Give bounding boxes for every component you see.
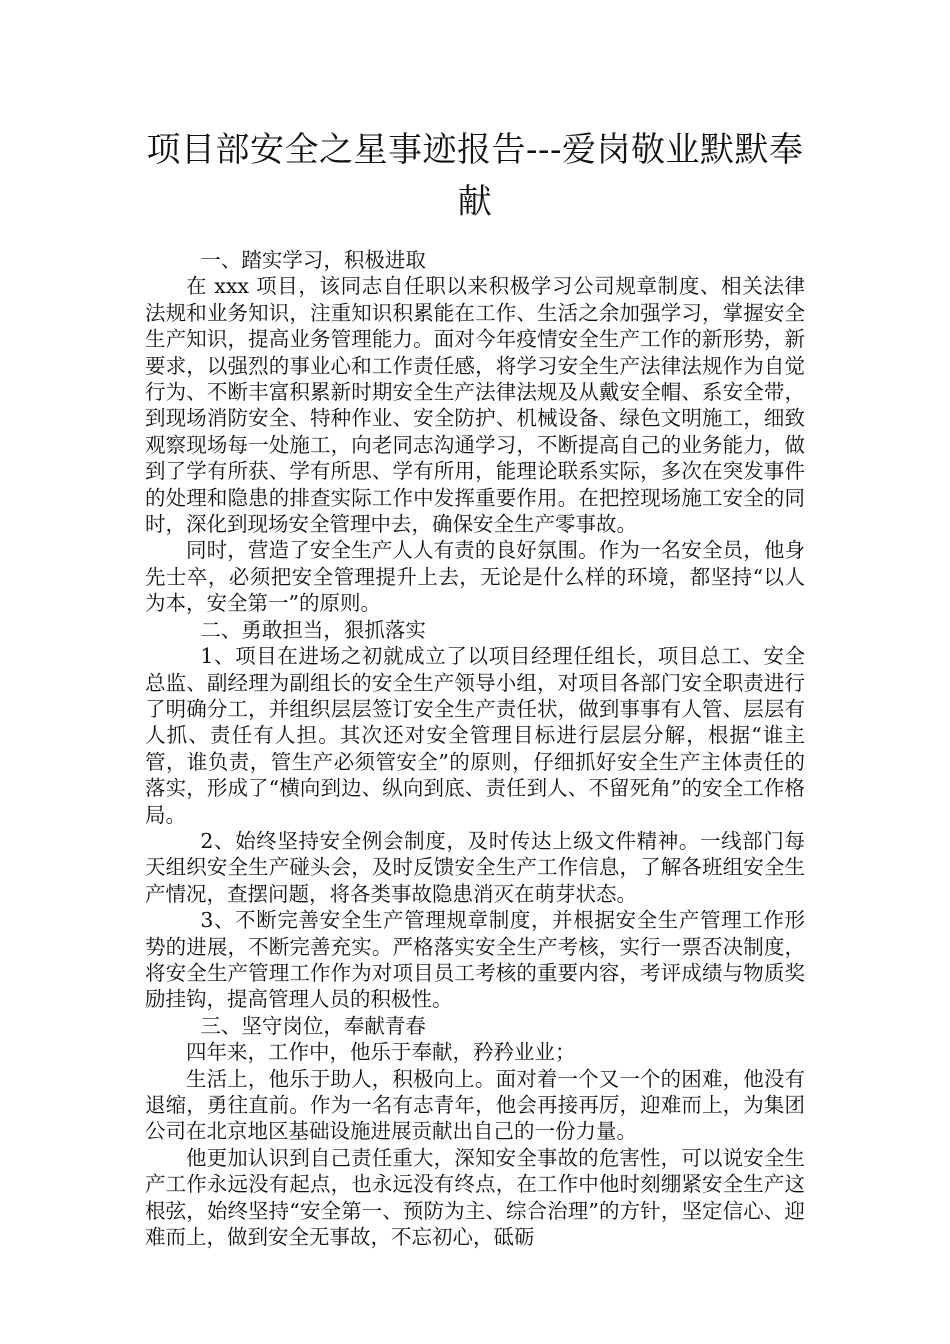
paragraph: 3、不断完善安全生产管理规章制度，并根据安全生产管理工作形势的进展，不断完善充实。严格落实安全生产考核，实行一票否决制度，将安全生产管理工作作为对项目员工考核的重要内容，考评成绩与物质奖励挂钩，提高管理人员的积极性。 [145, 908, 805, 1012]
paragraph: 四年来，工作中，他乐于奉献，矜矜业业； [186, 1040, 576, 1065]
paragraph: 他更加认识到自己责任重大，深知安全事故的危害性，可以说安全生产工作永远没有起点，也永远没有终点，在工作中他时刻绷紧安全生产这根弦，始终坚持“安全第一、预防为主、综合治理”的方针，坚定信心、迎难而上，做到安全无事故，不忘初心，砥砺 [145, 1145, 805, 1250]
paragraph: 同时，营造了安全生产人人有责的良好氛围。作为一名安全员，他身先士卒，必须把安全管理提升上去，无论是什么样的环境，都坚持“以人为本，安全第一”的原则。 [145, 538, 805, 616]
paragraph: 在 xxx 项目，该同志自任职以来积极学习公司规章制度、相关法律法规和业务知识，注重知识积累能在工作、生活之余加强学习，掌握安全生产知识，提高业务管理能力。面对今年疫情安全生产工作的新形势，新要求，以强烈的事业心和工作责任感，将学习安全生产法律法规作为自觉行为、不断丰富积累新时期安全生产法律法规及从戴安全帽、系安全带，到现场消防安全、特种作业、安全防护、机械设备、绿色文明施工，细致观察现场每一处施工，向老同志沟通学习，不断提高自己的业务能力，做到了学有所获、学有所思、学有所用，能理论联系实际，多次在突发事件的处理和隐患的排查实际工作中发挥重要作用。在把控现场施工安全的同时，深化到现场安全管理中去，确保安全生产零事故。 [145, 274, 805, 537]
paragraph: 生活上，他乐于助人，积极向上。面对着一个又一个的困难，他没有退缩，勇往直前。作为一名有志青年，他会再接再厉，迎难而上，为集团公司在北京地区基础设施进展贡献出自己的一份力量。 [145, 1066, 805, 1144]
document-body [145, 247, 805, 1250]
section-heading: 三、坚守岗位，奉献青春 [200, 1013, 426, 1038]
section-heading: 二、勇敢担当，狠抓落实 [200, 617, 426, 642]
section-heading: 一、踏实学习，积极进取 [200, 248, 426, 272]
document-title: 项目部安全之星事迹报告---爱岗敬业默默奉献 [146, 130, 804, 222]
paragraph: 1、项目在进场之初就成立了以项目经理任组长，项目总工、安全总监、副经理为副组长的安全生产领导小组，对项目各部门安全职责进行了明确分工，并组织层层签订安全生产责任状，做到事事有人管、层层有人抓、责任有人担。其次还对安全管理目标进行层层分解，根据“谁主管，谁负责，管生产必须管安全”的原则，仔细抓好安全生产主体责任的落实，形成了“横向到边、纵向到底、责任到人、不留死角”的安全工作格局。 [145, 644, 805, 827]
paragraph: 2、始终坚持安全例会制度，及时传达上级文件精神。一线部门每天组织安全生产碰头会，及时反馈安全生产工作信息，了解各班组安全生产情况，查摆问题，将各类事故隐患消灭在萌芽状态。 [145, 828, 805, 906]
